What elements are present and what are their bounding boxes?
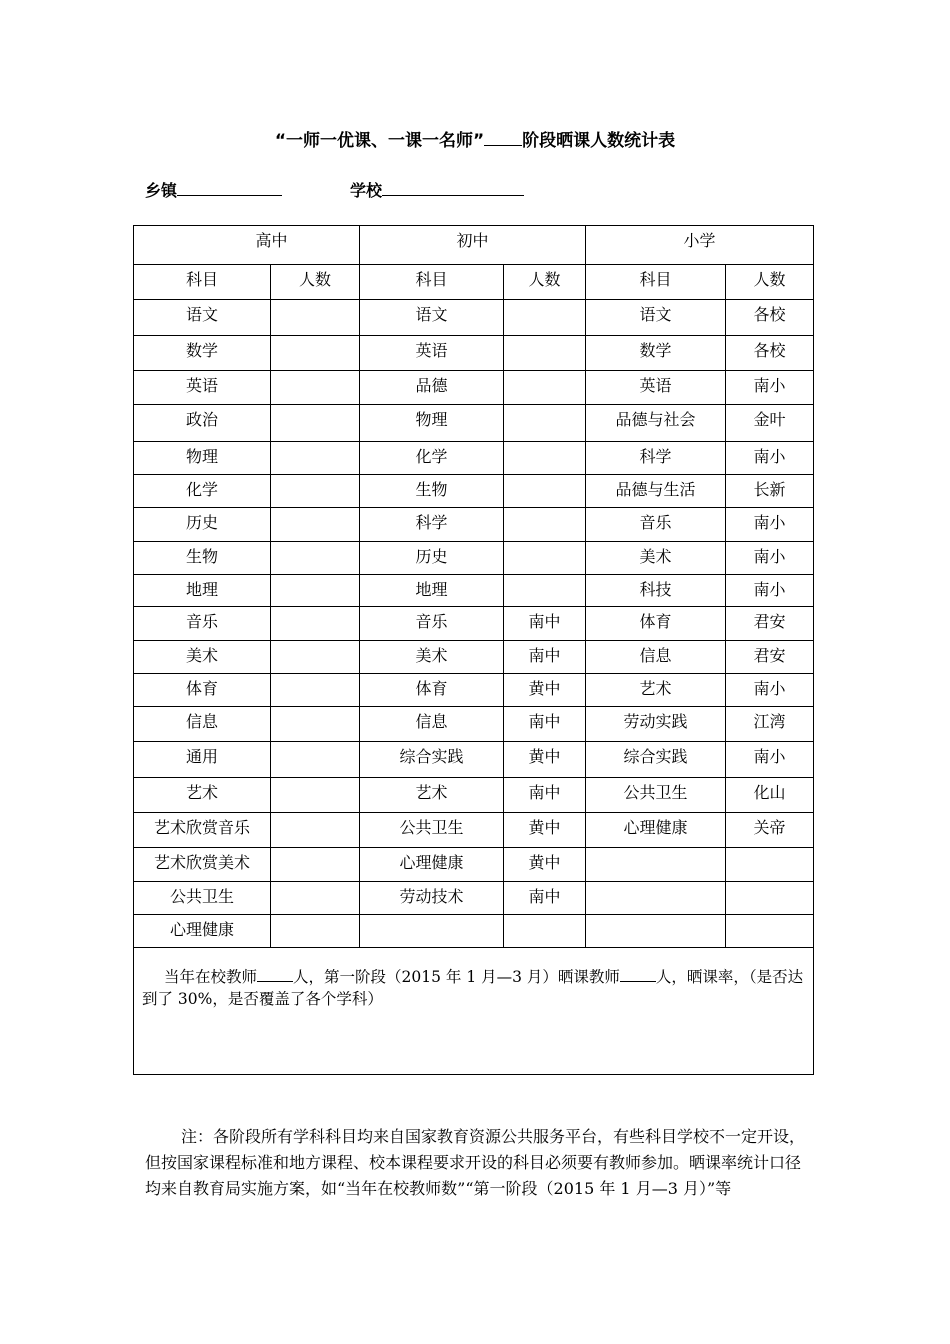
subject-cell: 历史 bbox=[360, 542, 504, 575]
subject-cell: 劳动技术 bbox=[360, 882, 504, 915]
count-cell[interactable]: 南小 bbox=[726, 442, 814, 475]
count-cell[interactable]: 南中 bbox=[504, 882, 586, 915]
subject-cell: 品德 bbox=[360, 371, 504, 405]
table-row bbox=[134, 336, 814, 371]
summary-text-1: 当年在校教师 bbox=[164, 968, 258, 986]
count-cell[interactable] bbox=[271, 607, 360, 641]
count-cell[interactable] bbox=[271, 915, 360, 948]
group-senior-high: 高中 bbox=[134, 226, 360, 265]
subject-cell: 音乐 bbox=[134, 607, 271, 641]
count-cell[interactable]: 江湾 bbox=[726, 707, 814, 742]
count-cell[interactable] bbox=[271, 778, 360, 813]
count-cell[interactable]: 南小 bbox=[726, 575, 814, 607]
count-cell[interactable] bbox=[726, 882, 814, 915]
subject-cell: 美术 bbox=[360, 641, 504, 674]
school-label: 学校 bbox=[350, 181, 383, 200]
count-cell[interactable] bbox=[271, 575, 360, 607]
footnote: 注：各阶段所有学科科目均来自国家教育资源公共服务平台，有些科目学校不一定开设，但按国家课程标准和地方课程、校本课程要求开设的科目必须要有教师参加。晒课率统计口径均来自教育局实施方案，如“当年在校教师数”“第一阶段（2015 年 1 月—3 月）”等 bbox=[145, 1127, 806, 1198]
count-cell[interactable]: 南小 bbox=[726, 742, 814, 778]
col-header: 人数 bbox=[726, 265, 814, 300]
count-cell[interactable]: 黄中 bbox=[504, 742, 586, 778]
count-cell[interactable]: 南中 bbox=[504, 778, 586, 813]
teacher-count-field[interactable] bbox=[257, 967, 293, 982]
count-cell[interactable]: 黄中 bbox=[504, 674, 586, 707]
table-row bbox=[134, 508, 814, 542]
subject-cell: 体育 bbox=[586, 607, 726, 641]
subject-cell: 心理健康 bbox=[360, 848, 504, 882]
table-row bbox=[134, 915, 814, 948]
group-header-row bbox=[134, 226, 814, 265]
group-junior-high: 初中 bbox=[360, 226, 586, 265]
subject-cell: 艺术欣赏美术 bbox=[134, 848, 271, 882]
subject-cell: 艺术 bbox=[134, 778, 271, 813]
table-row bbox=[134, 542, 814, 575]
subject-cell: 品德与社会 bbox=[586, 405, 726, 442]
count-cell[interactable] bbox=[504, 442, 586, 475]
subject-cell: 数学 bbox=[134, 336, 271, 371]
count-cell[interactable]: 南中 bbox=[504, 641, 586, 674]
table-row bbox=[134, 848, 814, 882]
subject-cell bbox=[586, 915, 726, 948]
col-header: 人数 bbox=[271, 265, 360, 300]
count-cell[interactable] bbox=[504, 475, 586, 508]
count-cell[interactable] bbox=[504, 300, 586, 336]
count-cell[interactable] bbox=[271, 542, 360, 575]
subject-cell: 政治 bbox=[134, 405, 271, 442]
table-row bbox=[134, 882, 814, 915]
subject-cell bbox=[586, 848, 726, 882]
school-field[interactable] bbox=[382, 181, 524, 196]
statistics-table bbox=[133, 225, 814, 1075]
subject-cell: 英语 bbox=[360, 336, 504, 371]
subject-cell: 公共卫生 bbox=[586, 778, 726, 813]
count-cell[interactable] bbox=[271, 405, 360, 442]
count-cell[interactable] bbox=[504, 575, 586, 607]
subject-cell: 艺术欣赏音乐 bbox=[134, 813, 271, 848]
count-cell[interactable] bbox=[504, 405, 586, 442]
subject-cell: 历史 bbox=[134, 508, 271, 542]
title-suffix: 阶段晒课人数统计表 bbox=[522, 131, 676, 151]
count-cell[interactable] bbox=[271, 508, 360, 542]
subject-cell: 语文 bbox=[134, 300, 271, 336]
table-row bbox=[134, 475, 814, 508]
subject-cell: 艺术 bbox=[586, 674, 726, 707]
count-cell[interactable]: 长新 bbox=[726, 475, 814, 508]
count-cell[interactable] bbox=[271, 475, 360, 508]
count-cell[interactable] bbox=[271, 707, 360, 742]
subject-cell: 通用 bbox=[134, 742, 271, 778]
subject-cell: 艺术 bbox=[360, 778, 504, 813]
subject-cell: 综合实践 bbox=[360, 742, 504, 778]
table-row bbox=[134, 813, 814, 848]
subject-cell: 科学 bbox=[360, 508, 504, 542]
group-primary: 小学 bbox=[586, 226, 814, 265]
table-row bbox=[134, 405, 814, 442]
subject-cell: 科技 bbox=[586, 575, 726, 607]
table-row bbox=[134, 674, 814, 707]
table-row bbox=[134, 742, 814, 778]
subject-cell: 科学 bbox=[586, 442, 726, 475]
subject-cell: 化学 bbox=[360, 442, 504, 475]
count-cell[interactable] bbox=[271, 848, 360, 882]
count-cell[interactable]: 南小 bbox=[726, 542, 814, 575]
count-cell[interactable]: 南小 bbox=[726, 674, 814, 707]
subject-cell: 语文 bbox=[586, 300, 726, 336]
table-row bbox=[134, 707, 814, 742]
count-cell[interactable] bbox=[271, 442, 360, 475]
subject-cell: 地理 bbox=[360, 575, 504, 607]
count-cell[interactable]: 金叶 bbox=[726, 405, 814, 442]
count-cell[interactable]: 南小 bbox=[726, 371, 814, 405]
col-header: 科目 bbox=[586, 265, 726, 300]
count-cell[interactable]: 黄中 bbox=[504, 848, 586, 882]
subject-cell: 体育 bbox=[360, 674, 504, 707]
count-cell[interactable]: 各校 bbox=[726, 336, 814, 371]
table-row bbox=[134, 575, 814, 607]
count-cell[interactable] bbox=[271, 813, 360, 848]
subject-cell: 信息 bbox=[360, 707, 504, 742]
count-cell[interactable]: 君安 bbox=[726, 607, 814, 641]
count-cell[interactable]: 各校 bbox=[726, 300, 814, 336]
count-cell[interactable] bbox=[271, 371, 360, 405]
count-cell[interactable] bbox=[726, 915, 814, 948]
table-row bbox=[134, 300, 814, 336]
col-header: 科目 bbox=[360, 265, 504, 300]
count-cell[interactable] bbox=[271, 674, 360, 707]
subject-cell: 生物 bbox=[360, 475, 504, 508]
subject-cell: 物理 bbox=[360, 405, 504, 442]
subject-cell: 信息 bbox=[586, 641, 726, 674]
count-cell[interactable]: 南中 bbox=[504, 607, 586, 641]
subject-cell: 物理 bbox=[134, 442, 271, 475]
participant-count-field[interactable] bbox=[620, 967, 656, 982]
count-cell[interactable] bbox=[504, 542, 586, 575]
count-cell[interactable] bbox=[504, 336, 586, 371]
subject-cell: 心理健康 bbox=[134, 915, 271, 948]
count-cell[interactable]: 君安 bbox=[726, 641, 814, 674]
subject-cell: 地理 bbox=[134, 575, 271, 607]
col-header: 科目 bbox=[134, 265, 271, 300]
subject-cell: 化学 bbox=[134, 475, 271, 508]
town-label: 乡镇 bbox=[145, 181, 178, 200]
count-cell[interactable] bbox=[271, 742, 360, 778]
subject-cell: 生物 bbox=[134, 542, 271, 575]
summary-row bbox=[134, 948, 814, 1075]
subject-cell: 公共卫生 bbox=[134, 882, 271, 915]
count-cell[interactable] bbox=[726, 848, 814, 882]
table-row bbox=[134, 607, 814, 641]
page-title bbox=[0, 126, 950, 151]
subject-cell: 数学 bbox=[586, 336, 726, 371]
subject-cell bbox=[586, 882, 726, 915]
subject-cell: 英语 bbox=[134, 371, 271, 405]
subject-cell: 美术 bbox=[586, 542, 726, 575]
count-cell[interactable]: 南中 bbox=[504, 707, 586, 742]
count-cell[interactable] bbox=[271, 641, 360, 674]
subject-cell: 英语 bbox=[586, 371, 726, 405]
count-cell[interactable] bbox=[504, 915, 586, 948]
column-header-row bbox=[134, 265, 814, 300]
table-row bbox=[134, 371, 814, 405]
table-row bbox=[134, 641, 814, 674]
subject-cell: 品德与生活 bbox=[586, 475, 726, 508]
subject-cell: 信息 bbox=[134, 707, 271, 742]
summary-text-3: 人，晒课率，（是否达到了 30%，是否覆盖了各个学科） bbox=[142, 968, 804, 1008]
subject-cell: 体育 bbox=[134, 674, 271, 707]
count-cell[interactable]: 关帝 bbox=[726, 813, 814, 848]
count-cell[interactable]: 黄中 bbox=[504, 813, 586, 848]
count-cell[interactable] bbox=[271, 882, 360, 915]
subject-cell bbox=[360, 915, 504, 948]
count-cell[interactable] bbox=[271, 300, 360, 336]
table-row bbox=[134, 778, 814, 813]
subject-cell: 语文 bbox=[360, 300, 504, 336]
subject-cell: 心理健康 bbox=[586, 813, 726, 848]
title-prefix: “一师一优课、一课一名师” bbox=[274, 131, 485, 151]
count-cell[interactable] bbox=[504, 508, 586, 542]
meta-line bbox=[145, 178, 524, 201]
subject-cell: 音乐 bbox=[360, 607, 504, 641]
subject-cell: 美术 bbox=[134, 641, 271, 674]
subject-cell: 劳动实践 bbox=[586, 707, 726, 742]
summary-text-2: 人，第一阶段（2015 年 1 月—3 月）晒课教师 bbox=[293, 968, 620, 986]
count-cell[interactable] bbox=[271, 336, 360, 371]
town-field[interactable] bbox=[177, 181, 282, 196]
subject-cell: 综合实践 bbox=[586, 742, 726, 778]
table-row bbox=[134, 442, 814, 475]
count-cell[interactable]: 南小 bbox=[726, 508, 814, 542]
subject-cell: 音乐 bbox=[586, 508, 726, 542]
count-cell[interactable]: 化山 bbox=[726, 778, 814, 813]
col-header: 人数 bbox=[504, 265, 586, 300]
summary-cell bbox=[134, 948, 814, 1075]
subject-cell: 公共卫生 bbox=[360, 813, 504, 848]
count-cell[interactable] bbox=[504, 371, 586, 405]
stage-blank[interactable] bbox=[484, 131, 522, 146]
